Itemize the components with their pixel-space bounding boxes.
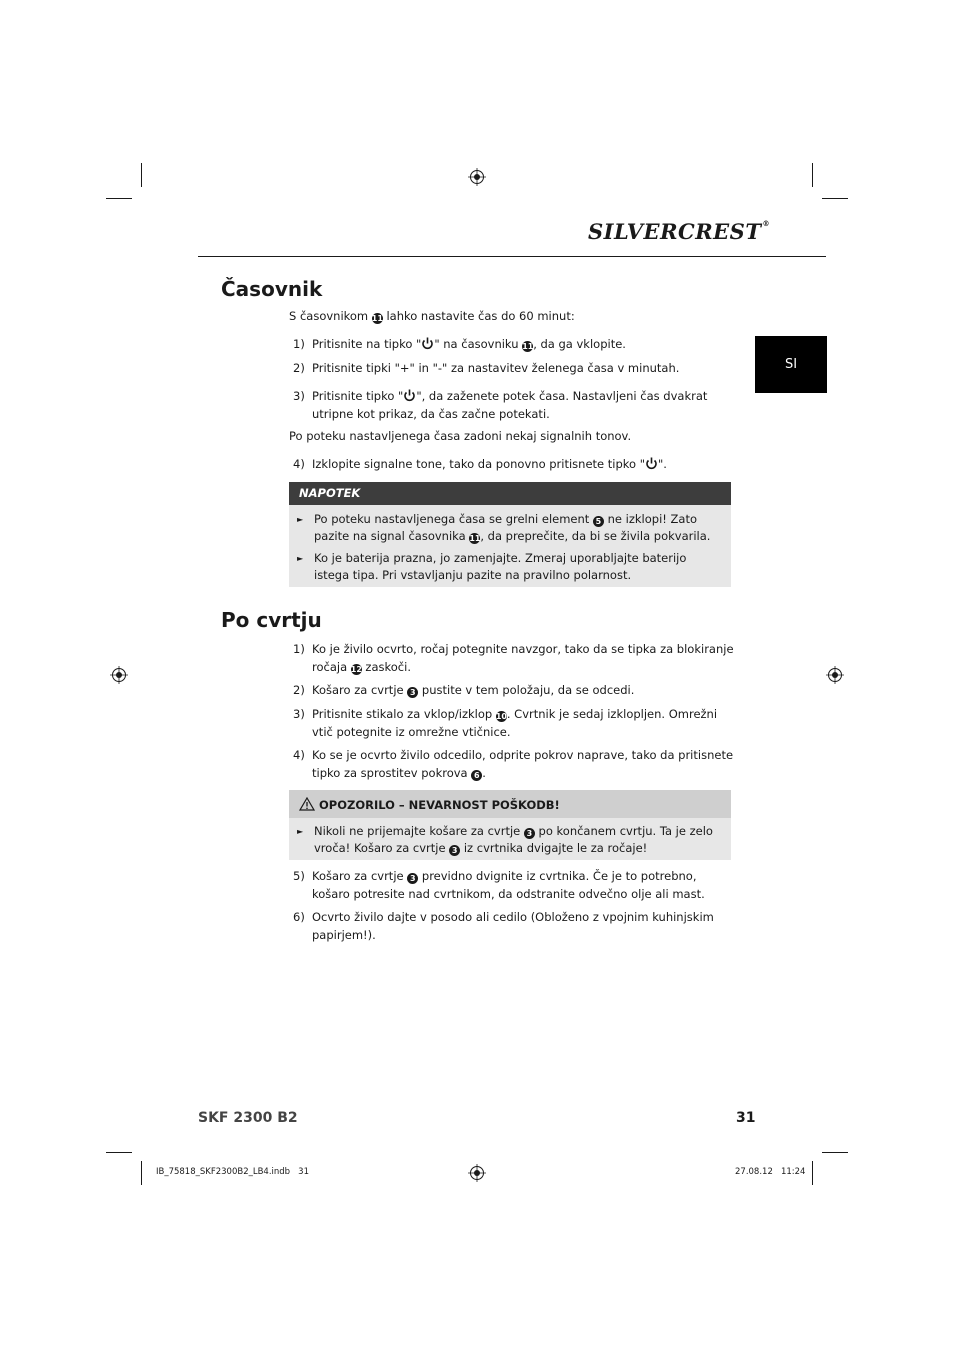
arrow-bullet-icon: ► xyxy=(297,554,304,563)
brand-logo xyxy=(588,219,770,244)
frying-step: 2) Košaro za cvrtje 3 pustite v tem položaju, da se odcedi. xyxy=(293,683,635,697)
power-icon xyxy=(645,457,658,470)
note-box xyxy=(289,482,731,587)
timer-step: 4) Izklopite signalne tone, tako da ponovno pritisnete tipko " ". xyxy=(293,457,667,471)
brand-registered-mark: ® xyxy=(762,219,770,228)
crop-mark xyxy=(822,1152,848,1153)
registration-mark-icon xyxy=(468,168,486,186)
timer-step: 1) Pritisnite na tipko " " na časovniku 11, da ga vklopite. xyxy=(293,337,626,351)
brand-name: SILVERCREST xyxy=(588,219,762,244)
timer-step: 3) Pritisnite tipko " ", da zaženete potek časa. Nastavljeni čas dvakrat utripne kot prikaz, da čas začne potekati. xyxy=(293,389,708,421)
crop-mark xyxy=(106,1152,132,1153)
header-rule xyxy=(198,256,826,257)
note-bullet: ► Ko je baterija prazna, jo zamenjajte. Zmeraj uporabljajte baterijo istega tipa. Pri vstavljanju pazite na pravilno polarnost. xyxy=(297,551,687,582)
timer-after-text: Po poteku nastavljenega časa zadoni nekaj signalnih tonov. xyxy=(289,429,632,443)
frying-step: 4) Ko se je ocvrto živilo odcedilo, odprite pokrov naprave, tako da pritisnete tipko za sprostitev pokrova 6 . xyxy=(293,748,734,780)
language-tab xyxy=(755,336,827,393)
warning-header: OPOZORILO – NEVARNOST POŠKODB! xyxy=(289,790,731,818)
timer-step: 2) Pritisnite tipki "+" in "-" za nastavitev želenega časa v minutah. xyxy=(293,361,680,375)
warning-box xyxy=(289,790,731,860)
frying-step: 6) Ocvrto živilo dajte v posodo ali cedilo (Obloženo z vpojnim kuhinjskim papirjem!). xyxy=(293,910,714,942)
footer-model: SKF 2300 B2 xyxy=(198,1110,298,1126)
callout-number: 3 xyxy=(449,845,460,856)
registration-mark-icon xyxy=(826,666,844,684)
power-icon xyxy=(421,337,434,350)
crop-mark xyxy=(106,198,132,199)
crop-mark xyxy=(141,1161,142,1185)
section-title-after-frying: Po cvrtju xyxy=(221,608,322,632)
imprint-file: IB_75818_SKF2300B2_LB4.indb 31 xyxy=(156,1167,309,1177)
registration-mark-icon xyxy=(468,1164,486,1182)
page-number: 31 xyxy=(736,1110,756,1126)
crop-mark xyxy=(812,1161,813,1185)
warning-bullet: ► Nikoli ne prijemajte košare za cvrtje 3 po končanem cvrtju. Ta je zelo vroča! Košaro za cvrtje 3 iz cvrtnika dvigajte le za ročaje! xyxy=(297,824,713,855)
warning-triangle-icon xyxy=(299,797,315,811)
callout-number: 11 xyxy=(522,342,534,351)
arrow-bullet-icon: ► xyxy=(297,827,304,836)
note-header: NAPOTEK xyxy=(289,482,731,505)
crop-mark xyxy=(141,163,142,187)
registration-mark-icon xyxy=(110,666,128,684)
timer-intro: S časovnikom 11 lahko nastavite čas do 60 minut: xyxy=(289,309,575,323)
callout-number: 11 xyxy=(371,314,383,323)
callout-number: 10 xyxy=(495,712,507,721)
crop-mark xyxy=(812,163,813,187)
crop-mark xyxy=(822,198,848,199)
frying-step: 1) Ko je živilo ocvrto, ročaj potegnite navzgor, tako da se tipka za blokiranje ročaja 12 zaskoči. xyxy=(293,642,734,674)
section-title-timer: Časovnik xyxy=(221,277,323,301)
callout-number: 12 xyxy=(350,664,362,674)
frying-step: 3) Pritisnite stikalo za vklop/izklop 10. Cvrtnik je sedaj izklopljen. Omrežni vtič potegnite iz omrežne vtičnice. xyxy=(293,707,718,739)
imprint-date: 27.08.12 11:24 xyxy=(735,1167,806,1177)
callout-number: 11 xyxy=(469,534,481,543)
power-icon xyxy=(403,389,416,402)
callout-number: 3 xyxy=(524,828,535,839)
callout-number: 5 xyxy=(593,516,604,527)
callout-number: 3 xyxy=(407,873,418,884)
frying-step: 5) Košaro za cvrtje 3 previdno dvignite iz cvrtnika. Če je to potrebno, košaro potresite nad cvrtnikom, da odstranite odvečno olje ali mast. xyxy=(293,869,705,901)
callout-number: 3 xyxy=(407,687,418,698)
arrow-bullet-icon: ► xyxy=(297,515,304,524)
callout-number: 6 xyxy=(471,770,482,781)
note-bullet: ► Po poteku nastavljenega časa se grelni element 5 ne izklopi! Zato pazite na signal časovnika 11, da preprečite, da bi se živila pokvarila. xyxy=(297,512,711,543)
language-tab-label: SI xyxy=(784,357,798,372)
